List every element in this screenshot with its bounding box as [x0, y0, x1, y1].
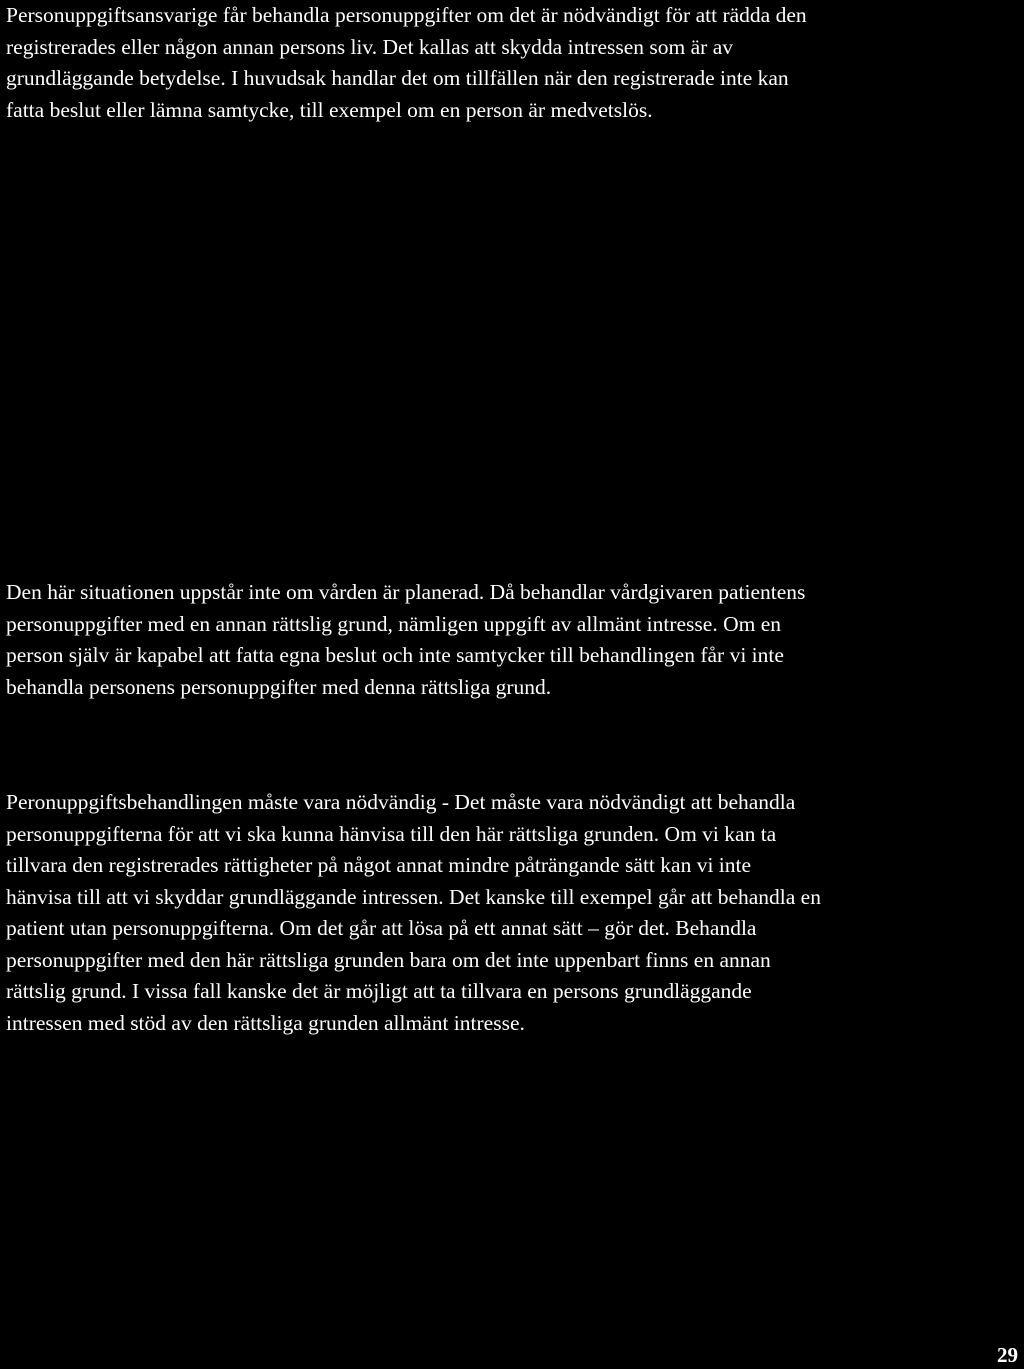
text-line: fatta beslut eller lämna samtycke, till exempel om en person är medvetslös. [6, 97, 653, 122]
text-line: personuppgifter med den här rättsliga grunden bara om det inte uppenbart finns en annan [6, 947, 771, 972]
text-line: Den här situationen uppstår inte om vården är planerad. Då behandlar vårdgivaren patientens [6, 580, 806, 604]
page-number: 29 [997, 1343, 1018, 1367]
text-line: Peronuppgiftsbehandlingen måste vara nödvändig - Det måste vara nödvändigt att behandla [6, 790, 796, 814]
text-line: intressen med stöd av den rättsliga grunden allmänt intresse. [6, 1010, 525, 1035]
text-line: rättslig grund. I vissa fall kanske det är möjligt att ta tillvara en persons grundläggande [6, 979, 752, 1003]
text-line: tillvara den registrerades rättigheter på något annat mindre påträngande sätt kan vi inte [6, 853, 752, 877]
text-line: registrerades eller någon annan persons liv. Det kallas att skydda intressen som är av [6, 34, 733, 59]
paragraph-vital-interests [6, 0, 1024, 126]
text-line: Personuppgiftsansvarige får behandla personuppgifter om det är nödvändigt för att rädda den [6, 3, 807, 27]
text-line: personuppgifter med en annan rättslig grund, nämligen uppgift av allmänt intresse. Om en [6, 611, 781, 636]
text-line: hänvisa till att vi skyddar grundläggande intressen. Det kanske till exempel går att behandla en [6, 884, 821, 909]
text-line: grundläggande betydelse. I huvudsak handlar det om tillfällen när den registrerade inte kan [6, 66, 789, 90]
paragraph-planned-care [6, 577, 1024, 703]
text-line: patient utan personuppgifterna. Om det går att lösa på ett annat sätt – gör det. Behandla [6, 916, 757, 940]
text-line: behandla personens personuppgifter med denna rättsliga grund. [6, 674, 552, 699]
paragraph-necessity [6, 787, 1024, 1039]
text-line: person själv är kapabel att fatta egna beslut och inte samtycker till behandlingen får vi inte [6, 643, 784, 667]
text-line: personuppgifterna för att vi ska kunna hänvisa till den här rättsliga grunden. Om vi kan ta [6, 821, 777, 846]
